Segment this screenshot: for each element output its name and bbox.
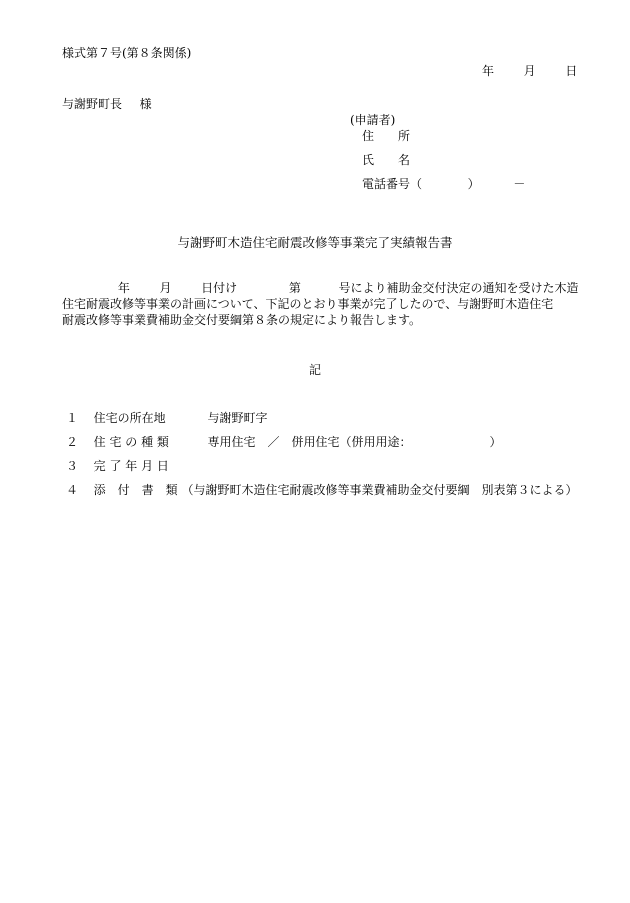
- item-number: ４: [66, 483, 79, 497]
- body-rest: 号により補助金交付決定の通知を受けた木造: [338, 281, 579, 295]
- item-value: （与謝野町木造住宅耐震改修等事業費補助金交付要綱 別表第３による）: [181, 483, 578, 497]
- item-row: [66, 482, 578, 498]
- addressee: [62, 96, 152, 112]
- applicant-address-label: 住 所: [362, 129, 411, 143]
- date-day-label: 日: [565, 64, 578, 78]
- body-dai: 第: [288, 281, 301, 295]
- item-number: ３: [66, 459, 79, 473]
- body-year: 年: [117, 281, 130, 295]
- document-title: 与謝野町木造住宅耐震改修等事業完了実績報告書: [177, 235, 453, 250]
- ki-marker: 記: [308, 363, 321, 377]
- applicant-name-label: 氏 名: [362, 153, 411, 167]
- form-number: 様式第７号(第８条関係): [62, 46, 192, 60]
- body-line-2: 住宅耐震改修等事業の計画について、下記のとおり事業が完了したので、与謝野町木造住宅: [62, 297, 554, 311]
- applicant-phone: [362, 176, 525, 192]
- item-row: [66, 434, 502, 450]
- addressee-honorific: 様: [139, 97, 152, 111]
- item-value: 専用住宅 ／ 併用住宅（併用用途： ）: [207, 435, 502, 449]
- item-label: 添 付 書 類: [93, 483, 178, 497]
- date-year-label: 年: [482, 64, 495, 78]
- phone-close-paren: ）: [467, 177, 480, 191]
- item-number: １: [66, 411, 79, 425]
- applicant-heading: (申請者): [350, 113, 396, 127]
- body-line-1: [62, 280, 582, 296]
- phone-label: 電話番号（: [362, 177, 423, 191]
- date-month-label: 月: [523, 64, 536, 78]
- item-row: [66, 410, 268, 426]
- item-label: 住 宅 の 種 類: [93, 435, 169, 449]
- report-date: [482, 63, 577, 79]
- item-value: 与謝野町字: [207, 411, 268, 425]
- body-month: 月: [159, 281, 172, 295]
- body-line-3: 耐震改修等事業費補助金交付要綱第８条の規定により報告します。: [62, 313, 422, 327]
- item-number: ２: [66, 435, 79, 449]
- phone-dash: －: [513, 177, 526, 191]
- item-row: [66, 458, 204, 474]
- addressee-name: 与謝野町長: [62, 97, 123, 111]
- item-label: 完 了 年 月 日: [93, 459, 169, 473]
- body-dated: 日付け: [201, 281, 238, 295]
- item-label: 住宅の所在地: [93, 411, 166, 425]
